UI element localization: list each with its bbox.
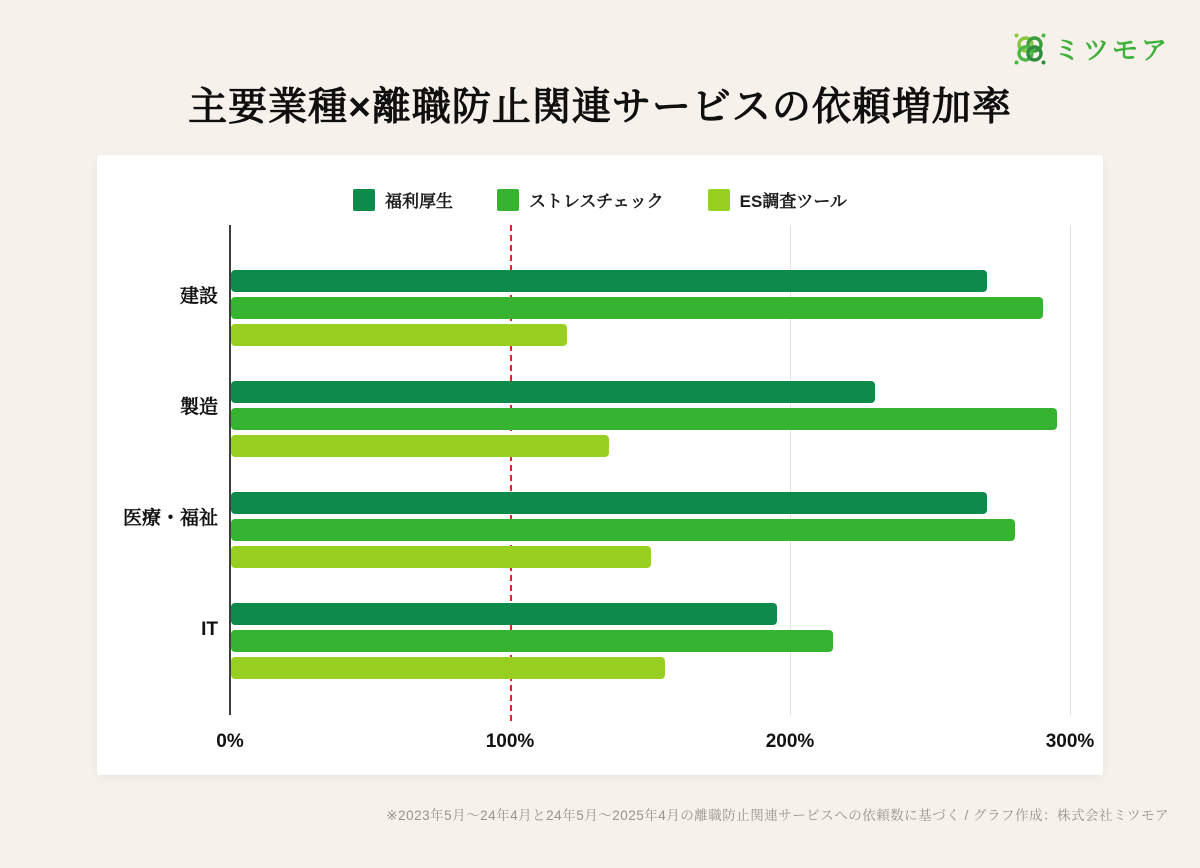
- bar-医療・福祉-福利厚生: [231, 492, 987, 514]
- bar-IT-福利厚生: [231, 603, 777, 625]
- bar-医療・福祉-ストレスチェック: [231, 519, 1015, 541]
- bar-建設-ES調査ツール: [231, 324, 567, 346]
- x-tick-0%: 0%: [216, 731, 244, 752]
- bar-製造-福利厚生: [231, 381, 875, 403]
- chart-legend: [97, 187, 1103, 212]
- legend-label: ストレスチェック: [529, 192, 664, 211]
- bar-建設-福利厚生: [231, 270, 987, 292]
- page-title: 主要業種×離職防止関連サービスの依頼増加率: [188, 86, 1012, 129]
- legend-item-1: [497, 187, 664, 212]
- bar-製造-ES調査ツール: [231, 435, 609, 457]
- legend-swatch-icon: [497, 189, 519, 211]
- category-label-0: 建設: [179, 286, 218, 307]
- chart-card: [97, 155, 1103, 775]
- bar-IT-ストレスチェック: [231, 630, 833, 652]
- category-label-3: IT: [201, 619, 218, 640]
- legend-swatch-icon: [708, 189, 730, 211]
- brand-logo: [1013, 30, 1170, 67]
- bar-医療・福祉-ES調査ツール: [231, 546, 651, 568]
- mitsumoa-flower-icon: [1013, 32, 1047, 66]
- x-tick-100%: 100%: [485, 731, 535, 752]
- bar-建設-ストレスチェック: [231, 297, 1043, 319]
- source-note: ※2023年5月〜24年4月と24年5月〜2025年4月の離職防止関連サービスへの依頼数に基づく / グラフ作成：株式会社ミツモア: [386, 808, 1169, 823]
- category-label-2: 医療・福祉: [122, 508, 218, 529]
- legend-item-2: [708, 187, 847, 212]
- x-tick-200%: 200%: [765, 731, 815, 752]
- bar-IT-ES調査ツール: [231, 657, 665, 679]
- bar-製造-ストレスチェック: [231, 408, 1057, 430]
- x-tick-300%: 300%: [1045, 731, 1095, 752]
- legend-label: 福利厚生: [385, 192, 453, 211]
- legend-label: ES調査ツール: [739, 192, 847, 211]
- legend-swatch-icon: [353, 189, 375, 211]
- gridline-300pct: [1070, 225, 1071, 715]
- category-label-1: 製造: [179, 397, 218, 418]
- brand-name: ミツモア: [1053, 35, 1170, 65]
- legend-item-0: [353, 187, 453, 212]
